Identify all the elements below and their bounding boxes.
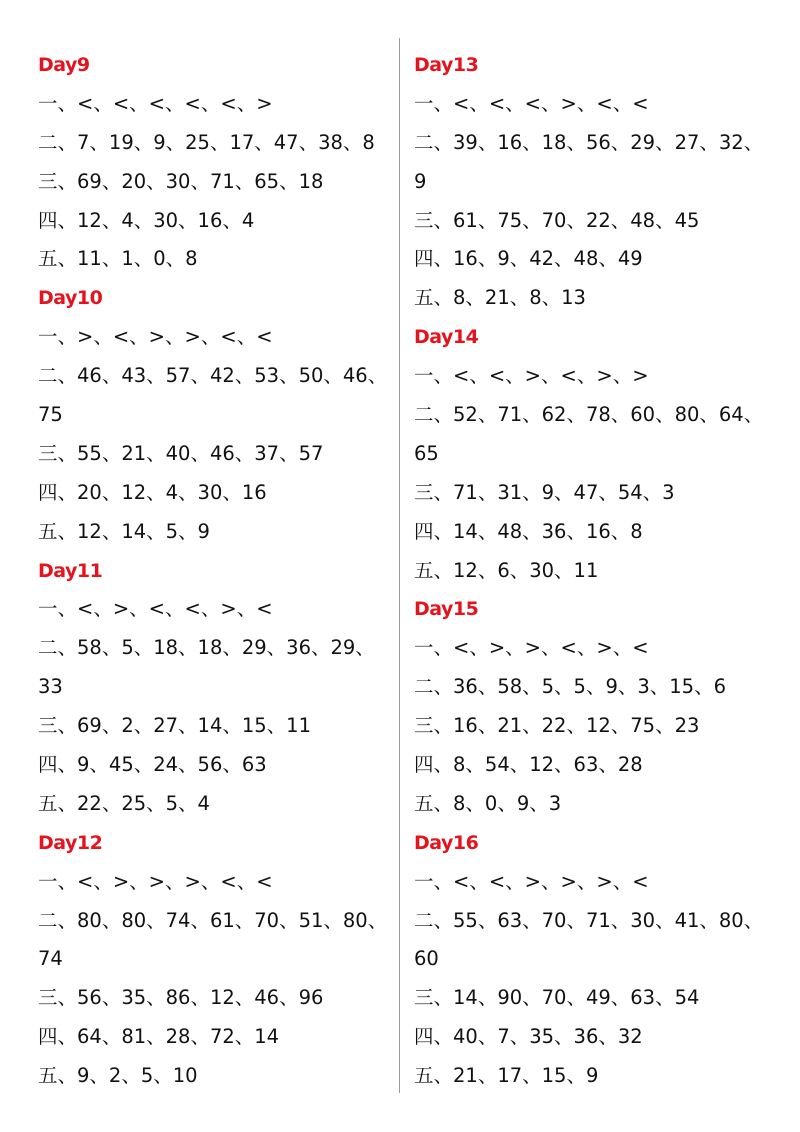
day-title: Day15 <box>414 598 479 621</box>
answer-line: 五、12、14、5、9 <box>38 519 210 543</box>
day-title: Day10 <box>38 287 103 310</box>
answer-line: 三、14、90、70、49、63、54 <box>414 986 700 1010</box>
answer-line: 三、55、21、40、46、37、57 <box>38 441 324 465</box>
answer-line: 五、22、25、5、4 <box>38 791 210 815</box>
answer-line: 四、14、48、36、16、8 <box>414 519 643 543</box>
day-title: Day14 <box>414 326 479 349</box>
answer-line: 五、8、0、9、3 <box>414 791 562 815</box>
column-divider <box>399 38 400 1093</box>
answer-line: 一、<、<、<、<、<、> <box>38 91 273 115</box>
day-block <box>38 279 390 551</box>
right-column <box>414 46 770 1096</box>
answer-line: 五、12、6、30、11 <box>414 558 599 582</box>
answer-line: 二、39、16、18、56、29、27、32、 <box>414 130 764 154</box>
answer-line: 三、69、20、30、71、65、18 <box>38 169 324 193</box>
answer-line: 四、16、9、42、48、49 <box>414 247 643 271</box>
answer-line: 三、16、21、22、12、75、23 <box>414 714 700 738</box>
day-block <box>414 46 770 318</box>
answer-line: 五、21、17、15、9 <box>414 1064 599 1088</box>
answer-line: 一、<、>、<、<、>、< <box>38 597 273 621</box>
day-block <box>414 590 770 823</box>
day-block <box>414 824 770 1096</box>
answer-line: 一、<、<、>、<、>、> <box>414 364 649 388</box>
answer-line: 二、46、43、57、42、53、50、46、 <box>38 364 388 388</box>
answer-line: 二、52、71、62、78、60、80、64、 <box>414 403 764 427</box>
answer-line: 二、80、80、74、61、70、51、80、 <box>38 908 388 932</box>
answer-line: 一、<、<、<、>、<、< <box>414 91 649 115</box>
answer-line: 四、12、4、30、16、4 <box>38 208 255 232</box>
left-column <box>38 46 390 1096</box>
answer-line: 三、69、2、27、14、15、11 <box>38 714 311 738</box>
answer-line: 三、61、75、70、22、48、45 <box>414 208 700 232</box>
answer-line: 74 <box>38 947 63 971</box>
answer-line: 四、40、7、35、36、32 <box>414 1025 643 1049</box>
answer-line: 75 <box>38 403 63 427</box>
answer-line: 五、9、2、5、10 <box>38 1064 198 1088</box>
answer-line: 四、8、54、12、63、28 <box>414 753 643 777</box>
answer-line: 一、<、>、>、<、>、< <box>414 636 649 660</box>
answer-line: 一、>、<、>、>、<、< <box>38 325 273 349</box>
answer-line: 60 <box>414 947 439 971</box>
answer-line: 三、71、31、9、47、54、3 <box>414 480 675 504</box>
day-title: Day11 <box>38 559 103 582</box>
day-block <box>38 824 390 1096</box>
day-title: Day12 <box>38 831 103 854</box>
answer-line: 一、<、<、>、>、>、< <box>414 869 649 893</box>
day-block <box>414 318 770 590</box>
answer-line: 二、7、19、9、25、17、47、38、8 <box>38 130 375 154</box>
answer-line: 四、64、81、28、72、14 <box>38 1025 280 1049</box>
answer-line: 四、20、12、4、30、16 <box>38 480 267 504</box>
answer-line: 65 <box>414 441 439 465</box>
day-title: Day9 <box>38 54 90 76</box>
answer-line: 二、36、58、5、5、9、3、15、6 <box>414 675 726 699</box>
answer-line: 五、11、1、0、8 <box>38 247 198 271</box>
answer-line: 33 <box>38 675 63 699</box>
day-title: Day16 <box>414 831 479 854</box>
answer-line: 四、9、45、24、56、63 <box>38 753 267 777</box>
day-block <box>38 46 390 279</box>
day-block <box>38 552 390 824</box>
answer-line: 二、58、5、18、18、29、36、29、 <box>38 636 375 660</box>
answer-line: 一、<、>、>、>、<、< <box>38 869 273 893</box>
answer-line: 9 <box>414 169 427 193</box>
answer-line: 二、55、63、70、71、30、41、80、 <box>414 908 764 932</box>
day-title: Day13 <box>414 54 479 76</box>
answer-line: 三、56、35、86、12、46、96 <box>38 986 324 1010</box>
answer-line: 五、8、21、8、13 <box>414 286 586 310</box>
